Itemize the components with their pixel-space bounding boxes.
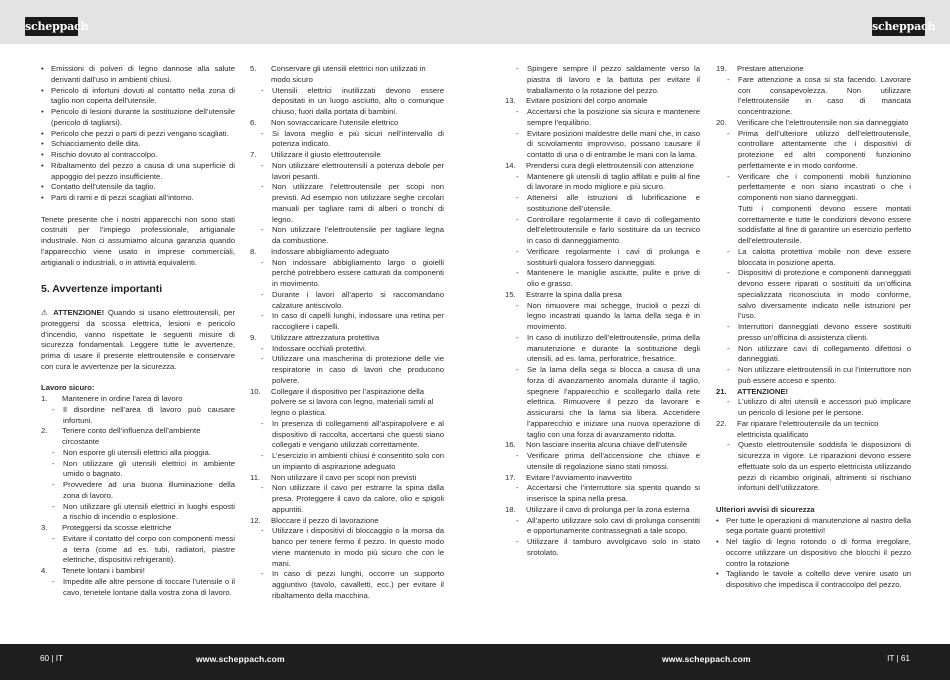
sub-item: - Verificare regolarmente i cavi di prolunga e sostituirli qualora fossero danneggiati. (516, 246, 700, 267)
numbered-item: 3. Proteggersi da scosse elettriche (41, 523, 172, 532)
numbered-item: 12. Bloccare il pezzo di lavorazione (250, 515, 379, 525)
column-4 (716, 64, 911, 591)
column-2 (250, 64, 444, 602)
sub-item: - L’utilizzo di altri utensili e accessori può implicare un pericolo di lesione per le persone. (727, 397, 911, 417)
sub-item: - Indossare occhiali protettivi. (261, 343, 367, 353)
numbered-item: 1. Mantenere in ordine l’area di lavoro (41, 394, 183, 403)
numbered-item: 14. Prendersi cura degli elettroutensili con attenzione (505, 160, 694, 170)
sub-item: - Utilizzare una mascherina di protezione delle vie respiratorie in caso di lavori che producono polvere. (261, 354, 444, 385)
sub-item: - Non rimuovere mai schegge, trucioli o pezzi di legno incastrati quando la lama della sega è in movimento. (516, 300, 700, 331)
numbered-item: 5. Conservare gli utensili elettrici non utilizzati in modo sicuro (250, 64, 426, 84)
sub-item: - Provvedere ad una buona illuminazione della zona di lavoro. (52, 480, 235, 500)
sub-item: - Dispositivi di protezione e componenti danneggiati devono essere riparati o sostituiti da un’officina specializzata riconosciuta in modo conforme, salvo diversamente indicato nelle istruzioni per l’uso. (727, 268, 911, 321)
sub-item: - Se la lama della sega si blocca a causa di una forza di avanzamento anomala durante il taglio, spegnere l’apparecchio e scollegarlo dalla rete elettrica. Rimuovere il pezzo da lavorare e assicurarsi che la lama sia libera. Accendere l’apparecchio e iniziare una nuova operazione di taglio con una forza di avanzamento ridotta. (516, 365, 700, 439)
sub-item: - Non esporre gli utensili elettrici alla pioggia. (52, 447, 211, 457)
subheading: Lavoro sicuro: (41, 383, 95, 393)
numbered-item: 17. Evitare l’avviamento inavvertito (505, 472, 632, 482)
scheppach-logo: scheppach (872, 17, 925, 36)
list-item: • Pericolo di lesioni durante la sostituzione dell’utensile (pericolo di tagliarsi). (41, 107, 235, 127)
numbered-item: 11. Non utilizzare il cavo per scopi non previsti (250, 472, 417, 482)
numbered-item: 10. Collegare il dispositivo per l’aspirazione della polvere se si lavora con legno, materiali simili al legno o plastica. (250, 386, 434, 417)
numbered-item: 4. Tenete lontani i bambini! (41, 566, 145, 575)
numbered-item: 19. Prestare attenzione (716, 64, 804, 73)
sub-item: - Verificare che i componenti mobili funzionino perfettamente e non siano incastrati o che i componenti non siano danneggiati. (727, 171, 911, 202)
sub-item: - Evitare posizioni maldestre delle mani che, in caso di scivolamento improvviso, possano causare il contatto di una o di entrambe le mani con la lama. (516, 128, 700, 159)
sub-item: - Controllare regolarmente il cavo di collegamento dell’elettroutensile e farlo sostituire da un tecnico in caso di danneggiamento. (516, 214, 700, 245)
sub-item: - Il disordine nell’area di lavoro può causare infortuni. (52, 404, 235, 425)
sub-item: - Accertarsi che l’interruttore sia spento quando si inserisce la spina nella presa. (516, 483, 700, 503)
sub-item: - Mantenere le maniglie asciutte, pulite e prive di olio e grasso. (516, 268, 700, 288)
numbered-item: 2. Tenere conto dell’influenza dell’ambiente circostante (41, 426, 201, 446)
list-item: • Pericolo di infortuni dovuti al contatto nella zona di taglio non coperta dell’utensile. (41, 85, 235, 106)
sub-item: - Non utilizzare l’elettroutensile per scopi non previsti. Ad esempio non utilizzare seghe circolari manuali per tagliare rami di alberi o tronchi di legno. (261, 182, 444, 224)
numbered-item: 13. Evitare posizioni del corpo anomale (505, 96, 648, 106)
numbered-item: 16. Non lasciare inserita alcuna chiave dell’utensile (505, 440, 688, 450)
sub-item: - Spingere sempre il pezzo saldamente verso la piastra di lavoro e la battuta per evitare il traballamento o la rotazione del pezzo. (516, 64, 700, 95)
sub-item: - La calotta protettiva mobile non deve essere bloccata in posizione aperta. (727, 246, 911, 267)
numbered-item: 15. Estrarre la spina dalla presa (505, 289, 622, 299)
sub-item: - Non indossare abbigliamento largo o gioielli perché potrebbero essere catturati da componenti in movimento. (261, 257, 444, 288)
column-1 (41, 64, 235, 598)
list-item: • Emissioni di polveri di legno dannose alla salute derivanti dall’uso in ambienti chiusi. (41, 64, 235, 84)
numbered-item: 22. Far riparare l’elettroutensile da un tecnico elettricista qualificato (716, 418, 879, 439)
numbered-item: 9. Utilizzare attrezzatura protettiva (250, 332, 380, 342)
sub-item: - Prima dell’ulteriore utilizzo dell’elettroutensile, controllare attentamente che i dispositivi di protezione ed altri componenti funzionino perfettamente e in modo conforme. (727, 128, 911, 170)
sub-item: - In presenza di collegamenti all’aspirapolvere e al dispositivo di raccolta, accertarsi che questi siano collegati e vengano utilizzati correttamente. (261, 418, 444, 450)
numbered-item: 7. Utilizzare il giusto elettroutensile (250, 150, 381, 159)
list-item: • Pericolo che pezzi o parti di pezzi vengano scagliati. (41, 128, 229, 138)
sub-item: - Mantenere gli utensili di taglio affilati e puliti al fine di lavorare in modo migliore e più sicuro. (516, 171, 700, 192)
website-link[interactable]: www.scheppach.com (662, 654, 751, 664)
sub-item: - Interruttori danneggiati devono essere sostituiti presso un’officina di assistenza clienti. (727, 322, 911, 342)
sub-item: - Non utilizzare gli utensili elettrici in luoghi esposti a rischio di incendio o esplosione. (52, 501, 235, 522)
sub-item: - Utilizzare il tamburo avvolgicavo solo in stato srotolato. (516, 537, 700, 557)
website-link[interactable]: www.scheppach.com (196, 654, 285, 664)
numbered-item: 20. Verificare che l’elettroutensile non sia danneggiato (716, 117, 909, 127)
intro-paragraph: Tenete presente che i nostri apparecchi non sono stati costruiti per l’impiego professionale, artigianale industriale. Non ci assumiamo alcuna garanzia quando l’apparecchio viene usato in imprese commerciali, artigianali o industriali, o in attività equivalenti. (41, 214, 235, 267)
numbered-item: 8. Indossare abbigliamento adeguato (250, 246, 389, 256)
list-item: • Tagliando le tavole a coltello deve venire usato un dispositivo che impedisca il contraccolpo del pezzo. (716, 569, 911, 589)
sub-item: - Non utilizzare gli utensili elettrici in ambiente umido o bagnato. (52, 458, 235, 479)
list-item: • Ribaltamento del pezzo a causa di una superficie di appoggio del pezzo insufficiente. (41, 160, 235, 181)
sub-item: - Attenersi alle istruzioni di lubrificazione e sostituzione dell’utensile. (516, 193, 700, 213)
numbered-item: 6. Non sovraccaricare l’utensile elettrico (250, 117, 399, 127)
sub-item: - Durante i lavori all’aperto si raccomandano calzature antiscivolo. (261, 289, 444, 310)
numbered-item: 18. Utilizzare il cavo di prolunga per la zona esterna (505, 504, 690, 514)
header-bar (0, 0, 950, 44)
sub-item-continuation: Tutti i componenti devono essere montati correttamente e tutte le condizioni devono essere soddisfatte al fine di garantire un esercizio perfetto dell’elettroutensile. (738, 203, 911, 245)
list-item: • Nel taglio di legno rotondo o di forma irregolare, occorre utilizzare un dispositivo che blocchi il pezzo contro la rotazione (716, 537, 911, 568)
page-number: 60 | IT (40, 654, 64, 663)
sub-item: - L’esercizio in ambienti chiusi è consentito solo con un impianto di aspirazione adeguato (261, 451, 444, 471)
list-item: • Rischio dovuto al contraccolpo. (41, 150, 158, 159)
sub-item: - Impedite alle altre persone di toccare l’utensile o il cavo, tenetele lontane dalla vostra zona di lavoro. (52, 576, 235, 597)
sub-item: - Non utilizzare elettroutensili a potenza debole per lavori pesanti. (261, 160, 444, 181)
sub-item: - Non utilizzare l’elettroutensile per tagliare legna da combustione. (261, 225, 444, 245)
sub-item: - Non utilizzare cavi di collegamento difettosi o danneggiati. (727, 343, 911, 364)
subheading: Ulteriori avvisi di sicurezza (716, 504, 815, 514)
sub-item: - Non utilizzare elettroutensili in cui l’interruttore non può essere acceso e spento. (727, 365, 911, 385)
sub-item: - Si lavora meglio e più sicuri nell’intervallo di potenza indicato. (261, 128, 444, 149)
warning-paragraph: ⚠ ATTENZIONE! Quando si usano elettroutensili, per proteggersi da scossa elettrica, lesioni e pericolo d’incendio, vanno rispettate le seguenti misure di sicurezza fondamentali. Leggere tutte le avvertenze, prima di usare il presente elettroutensile e conservare con cura le avvertenze per la sicurezza. (41, 308, 235, 371)
scheppach-logo: scheppach (25, 17, 78, 36)
sub-item: - Utilizzare i dispositivi di bloccaggio o la morsa da banco per tenere fermo il pezzo. In questo modo viene mantenuto in modo più sicuro che con le mani. (261, 526, 444, 568)
warning-icon: ⚠ (41, 308, 50, 317)
sub-item: - Non utilizzare il cavo per estrarre la spina dalla presa. Proteggere il cavo da calore, olio e spigoli appuntiti. (261, 483, 444, 514)
sub-item: - All’aperto utilizzare solo cavi di prolunga consentiti e opportunamente contrassegnati a tale scopo. (516, 515, 700, 536)
sub-item: - Verificare prima dell’accensione che chiave e utensile di regolazione siano stati rimossi. (516, 451, 700, 471)
numbered-item: 21. ATTENZIONE! (716, 386, 789, 396)
list-item: • Contatto dell’utensile da taglio. (41, 182, 156, 192)
column-3 (505, 64, 700, 559)
footer-bar (0, 644, 950, 680)
section-heading: 5. Avvertenze importanti (41, 283, 163, 295)
list-item: • Schiacciamento delle dita. (41, 139, 141, 149)
list-item: • Per tutte le operazioni di manutenzione al nastro della sega portate guanti protettivi! (716, 515, 911, 536)
sub-item: - In caso di pezzi lunghi, occorre un supporto aggiuntivo (tavolo, cavalletti, ecc.) per evitare il ribaltamento della macchina. (261, 569, 444, 600)
sub-item: - Questo elettroutensile soddisfa le disposizioni di sicurezza in vigore. Le riparazioni devono essere effettuate solo da un esperto elettricista utilizzando pezzi di ricambio originali, altrimenti si rischiano infortuni dell’utilizzatore. (727, 440, 911, 493)
sub-item: - Fare attenzione a cosa si sta facendo. Lavorare con consapevolezza. Non utilizzare l’elettroutensile in caso di mancata concentrazione. (727, 74, 911, 116)
sub-item: - Evitare il contatto del corpo con componenti messi a terra (come ad es. tubi, radiatori, piastre elettriche, dispositivi refrigeranti). (52, 533, 235, 565)
sub-item: - In caso di capelli lunghi, indossare una retina per raccogliere i capelli. (261, 311, 444, 331)
list-item: • Parti di rami e di pezzi scagliati all’intorno. (41, 193, 194, 202)
sub-item: - Utensili elettrici inutilizzati devono essere depositati in un luogo asciutto, alto o comunque chiuso, fuori dalla portata di bambini. (261, 85, 444, 116)
page-number: IT | 61 (887, 654, 910, 663)
sub-item: - Accertarsi che la posizione sia sicura e mantenere sempre l’equilibrio. (516, 107, 700, 127)
sub-item: - In caso di inutilizzo dell’elettroutensile, prima della manutenzione e durante la sostituzione degli utensili, ad es. lama, perforatrice, fresatrice. (516, 332, 700, 364)
